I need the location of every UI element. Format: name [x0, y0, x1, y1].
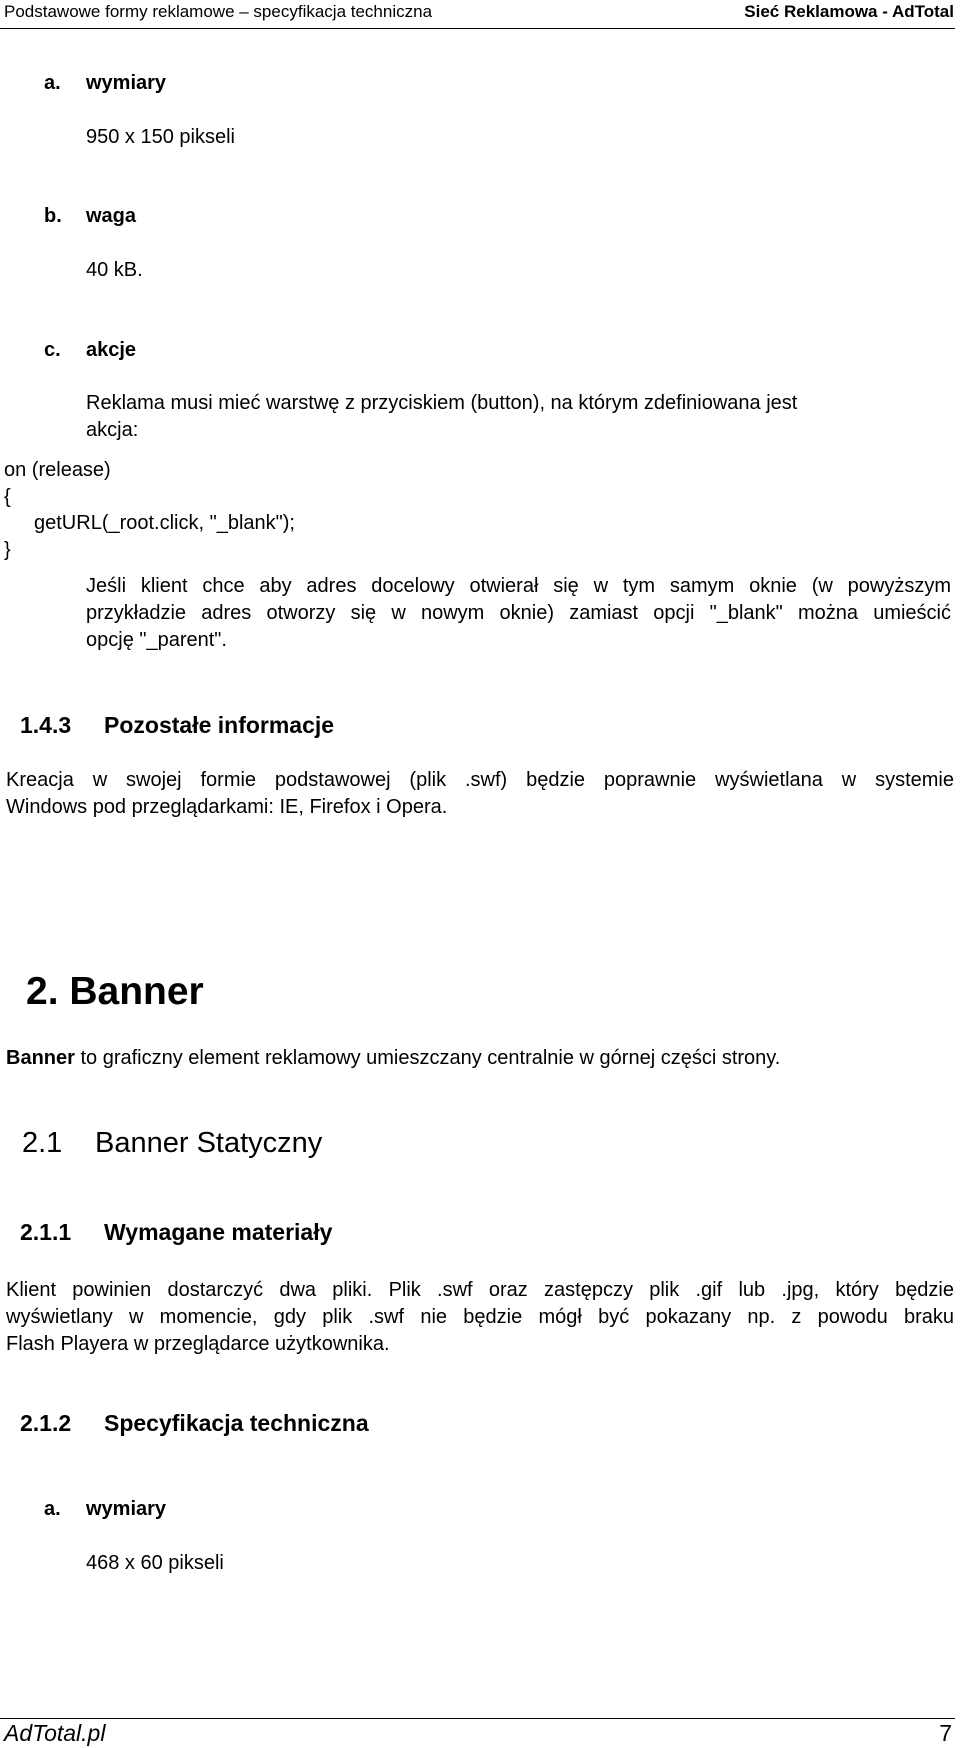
item-c-text-line2: akcja:: [86, 419, 139, 441]
footer-page-number: 7: [939, 1720, 952, 1746]
section-2-1-1-line-2: wyświetlany w momencie, gdy plik .swf nie będzie mógł być pokazany np. z powodu braku: [6, 1306, 954, 1328]
code-line-4: }: [4, 539, 11, 561]
item-b-heading: [44, 203, 136, 230]
spec-item-a-label: wymiary: [86, 1498, 167, 1520]
spec-item-a-value: 468 x 60 pikseli: [86, 1552, 224, 1574]
item-b-value: 40 kB.: [86, 259, 143, 281]
item-c-label: akcje: [86, 339, 137, 361]
item-b-label: waga: [86, 205, 137, 227]
header-divider: [0, 28, 955, 29]
section-2-1-heading: [22, 1127, 322, 1160]
item-a-label: wymiary: [86, 72, 167, 94]
section-1-4-3-heading: [20, 712, 334, 739]
item-c-text-line1: Reklama musi mieć warstwę z przyciskiem (button), na którym zdefiniowana jest: [86, 392, 798, 414]
note-line-3: opcję "_parent".: [86, 629, 227, 651]
item-a-heading: [44, 70, 166, 97]
section-2-1-1-title: Wymagane materiały: [104, 1219, 333, 1245]
chapter-2-heading: 2. Banner: [26, 970, 204, 1013]
footer-site: AdTotal.pl: [4, 1720, 106, 1746]
footer-divider: [0, 1718, 955, 1719]
section-2-1-1-paragraph: [6, 1277, 954, 1358]
item-a-marker: a.: [44, 72, 61, 94]
code-line-2: {: [4, 486, 11, 508]
section-1-4-3-line-1: Kreacja w swojej formie podstawowej (plik .swf) będzie poprawnie wyświetlana w systemie: [6, 769, 954, 791]
section-1-4-3-title: Pozostałe informacje: [104, 712, 335, 738]
section-1-4-3-paragraph: [6, 767, 954, 821]
code-line-3: getURL(_root.click, "_blank");: [34, 512, 295, 534]
section-2-1-title: Banner Statyczny: [95, 1127, 323, 1159]
section-2-1-2-heading: [20, 1410, 369, 1437]
chapter-2-intro-rest: to graficzny element reklamowy umieszczany centralnie w górnej części strony.: [74, 1047, 781, 1069]
section-1-4-3-number: 1.4.3: [20, 712, 72, 738]
note-line-1: Jeśli klient chce aby adres docelowy otwierał się w tym samym oknie (w powyższym: [86, 575, 951, 597]
section-2-1-2-number: 2.1.2: [20, 1410, 72, 1436]
chapter-2-intro-bold: Banner: [6, 1047, 75, 1069]
section-2-1-number: 2.1: [22, 1127, 63, 1159]
note-paragraph: [86, 573, 951, 654]
section-2-1-2-title: Specyfikacja techniczna: [104, 1410, 369, 1436]
header-brand: Sieć Reklamowa - AdTotal: [744, 2, 954, 21]
item-b-marker: b.: [44, 205, 62, 227]
section-2-1-1-heading: [20, 1219, 332, 1246]
item-a-value: 950 x 150 pikseli: [86, 126, 235, 148]
header-title: Podstawowe formy reklamowe – specyfikacja techniczna: [4, 2, 433, 21]
code-line-1: on (release): [4, 459, 111, 481]
chapter-2-intro: [6, 1045, 780, 1072]
spec-item-a-heading: [44, 1496, 166, 1523]
spec-item-a-marker: a.: [44, 1498, 61, 1520]
section-2-1-1-number: 2.1.1: [20, 1219, 72, 1245]
note-line-2: przykładzie adres otworzy się w nowym oknie) zamiast opcji "_blank" można umieścić: [86, 602, 951, 624]
item-c-heading: [44, 337, 136, 364]
item-c-marker: c.: [44, 339, 61, 361]
section-1-4-3-line-2: Windows pod przeglądarkami: IE, Firefox i Opera.: [6, 796, 448, 818]
section-2-1-1-line-1: Klient powinien dostarczyć dwa pliki. Plik .swf oraz zastępczy plik .gif lub .jpg, który będzie: [6, 1279, 954, 1301]
section-2-1-1-line-3: Flash Playera w przeglądarce użytkownika.: [6, 1333, 390, 1355]
